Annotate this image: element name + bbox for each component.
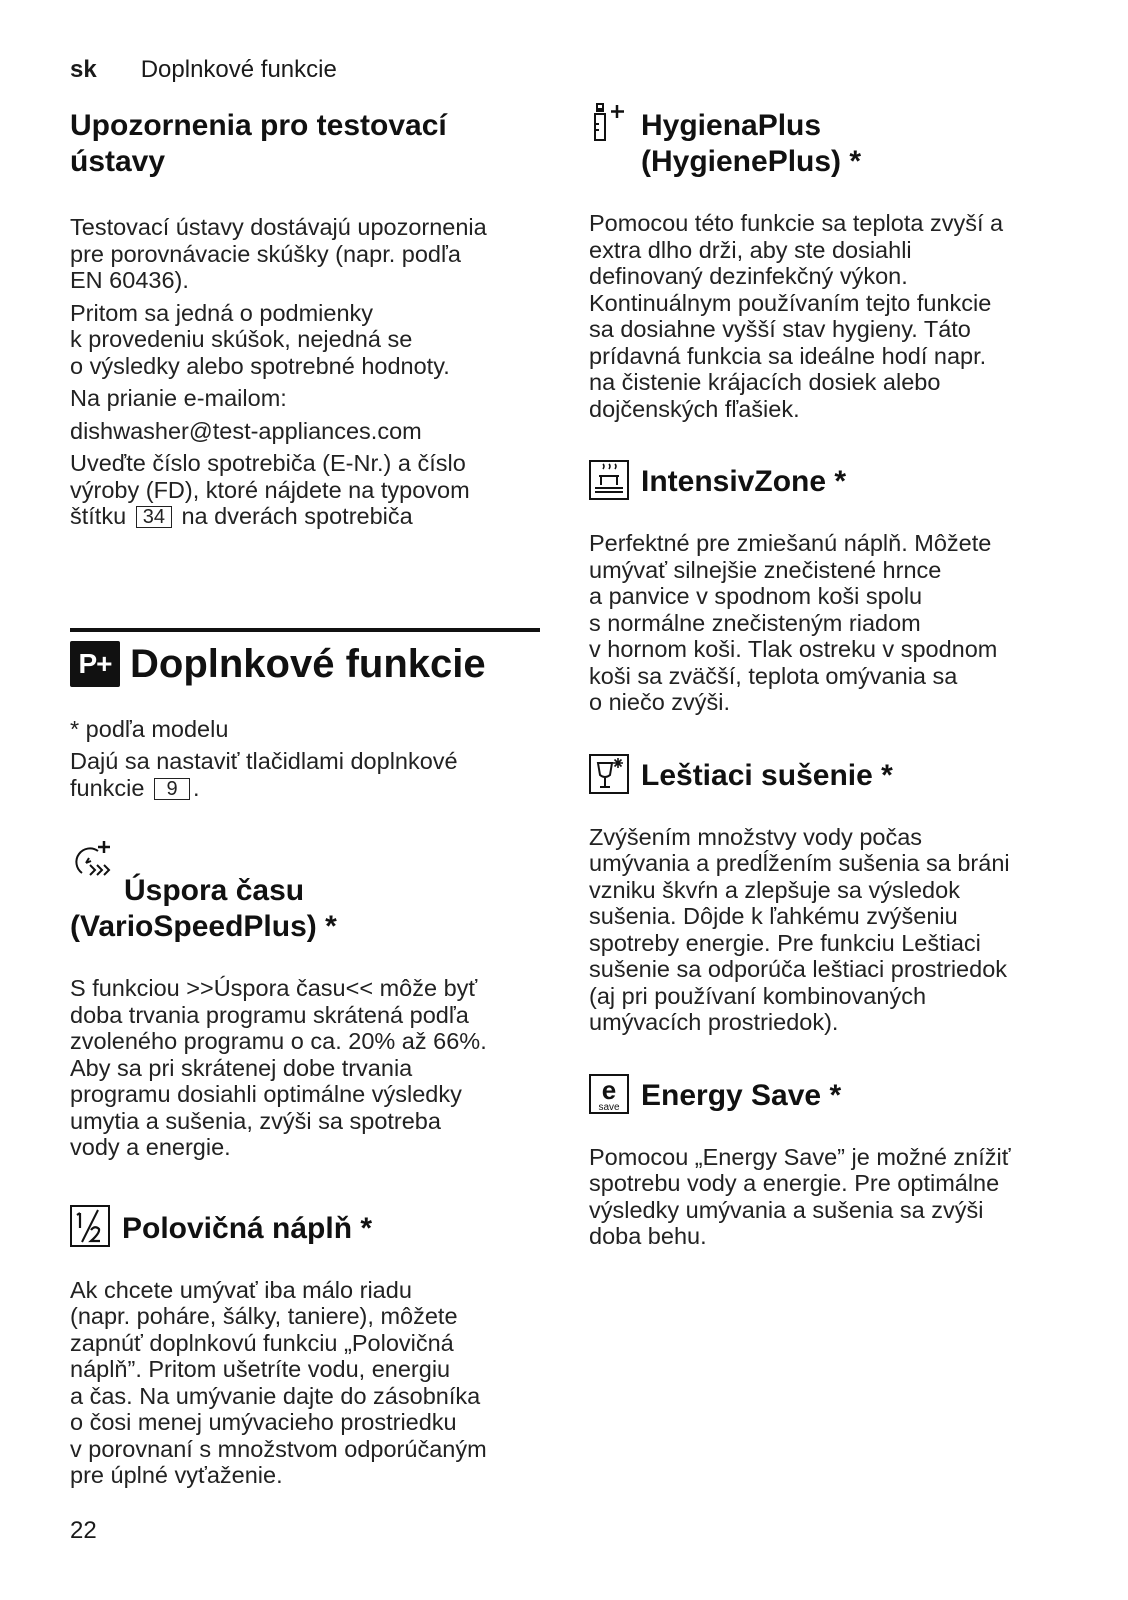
test-institutes-section [70,108,540,530]
right-column [589,108,1064,1256]
half-load-title: Polovičná náplň * [122,1211,373,1245]
page-number: 22 [70,1517,97,1544]
shine-dry-text: Zvýšením množstvy vody počas umývania a predĺžením sušenia sa bráni vzniku škvŕn a zlepšuje sa výsledok sušenia. Dôjde k ľahkému zvýšeniu spotreby energie. Pre funkciu Leštiaci sušenie sa odporúča leštiaci prostriedok (aj pri používaní kombinovaných umývacích prostriedok). [589,823,1010,1035]
paragraph-4-text-a: Uveďte číslo spotrebiča (E-Nr.) a číslo výroby (FD), ktoré nájdete na typovom štítku [70,450,470,529]
half-load-section [70,1205,540,1489]
header-section-title: Doplnkové funkcie [140,56,337,83]
energy-save-heading [589,1074,1064,1114]
shine-dry-glass-icon [589,754,629,794]
half-load-icon [70,1205,110,1247]
energy-save-section [589,1074,1064,1250]
vario-speed-clock-icon [70,839,116,881]
p-plus-icon: P+ [70,641,120,687]
hygiene-plus-heading [589,108,1064,180]
shine-dry-section [589,754,1064,1036]
energy-save-icon-label: save [598,1101,620,1113]
description-text-b: . [193,774,200,801]
shine-dry-title: Leštiaci sušenie * [641,758,893,792]
rating-plate-key-box: 34 [136,506,172,528]
intensive-zone-heading [589,460,1064,500]
vario-speed-heading [70,873,540,945]
energy-save-title: Energy Save * [641,1078,842,1112]
intensive-zone-icon [589,460,629,500]
additional-functions-section [70,628,540,802]
hygiene-plus-section [589,108,1064,422]
additional-functions-title: Doplnkové funkcie [130,641,486,686]
test-institutes-heading: Upozornenia pro testovací ústavy [70,109,447,178]
energy-save-icon-letter: e [601,1074,617,1105]
vario-speed-title-line-2: (VarioSpeedPlus) * [70,910,337,943]
vario-speed-title-line-1: Úspora času [124,874,305,907]
hygiene-plus-text: Pomocou této funkcie sa teplota zvyší a extra dlho drži, aby ste dosiahli definovaný dezinfekčný výkon. Kontinuálnym používaním tejto funkcie sa dosiahne vyšší stav hygieny. Táto prídavná funkcia sa ideálne hodí napr. na čistenie krájacích dosiek alebo dojčenských fľašiek. [589,210,1004,422]
test-institutes-paragraph-1: Testovací ústavy dostávajú upozornenia pre porovnávacie skúšky (napr. podľa EN 60436). [70,214,487,293]
test-institutes-paragraph-3: Na prianie e-mailom: [70,385,287,411]
test-institutes-paragraph-4 [70,450,540,530]
page-header [70,54,337,86]
model-note: * podľa modelu [70,715,229,742]
test-institutes-paragraph-2: Pritom sa jedná o podmienky k provedeniu skúšok, nejedná se o výsledky alebo spotrebné hodnoty. [70,299,450,379]
paragraph-4-text-b: na dverách spotrebiča [181,503,413,529]
language-code: sk [70,56,97,83]
description-text-a: Dajú sa nastaviť tlačidlami doplnkové funkcie [70,748,458,801]
energy-save-icon [589,1074,629,1114]
left-column [70,108,540,1495]
intensive-zone-title: IntensivZone * [641,465,847,498]
additional-functions-heading [70,640,540,688]
intensive-zone-text: Perfektné pre zmiešanú náplň. Môžete umývať silnejšie znečistené hrnce a panvice v spodnom koši spolu s normálne znečisteným riadom v hornom koši. Tlak ostreku v spodnom koši sa zväčší, teplota omývania sa o niečo zvýši. [589,530,998,715]
energy-save-text: Pomocou „Energy Save” je možné znížiť spotrebu vody a energie. Pre optimálne výsledky umývania a sušenia sa zvýši doba behu. [589,1143,1011,1249]
hygiene-plus-title: HygienaPlus (HygienePlus) * [641,109,862,178]
baby-bottle-icon [589,102,629,146]
half-load-heading [70,1205,540,1247]
intensive-zone-section [589,460,1064,716]
additional-functions-description [70,748,540,801]
function-key-box: 9 [154,778,190,800]
vario-speed-text: S funkciou >>Úspora času<< môže byť doba trvania programu skrátená podľa zvoleného programu o ca. 20% až 66%. Aby sa pri skrátenej dobe trvania programu dosiahli optimálne výsledky umytia a sušenia, zvýši sa spotreba vody a energie. [70,975,487,1160]
half-load-text: Ak chcete umývať iba málo riadu (napr. poháre, šálky, taniere), môžete zapnúť doplnkovú funkciu „Polovičná náplň”. Pritom ušetríte vodu, energiu a čas. Na umývanie dajte do zásobníka o čosi menej umývacieho prostriedku v porovnaní s množstvom odporúčaným pre úplné vyťaženie. [70,1276,487,1488]
test-institutes-email: dishwasher@test-appliances.com [70,417,422,444]
shine-dry-heading [589,754,1064,794]
vario-speed-section [70,873,540,1161]
